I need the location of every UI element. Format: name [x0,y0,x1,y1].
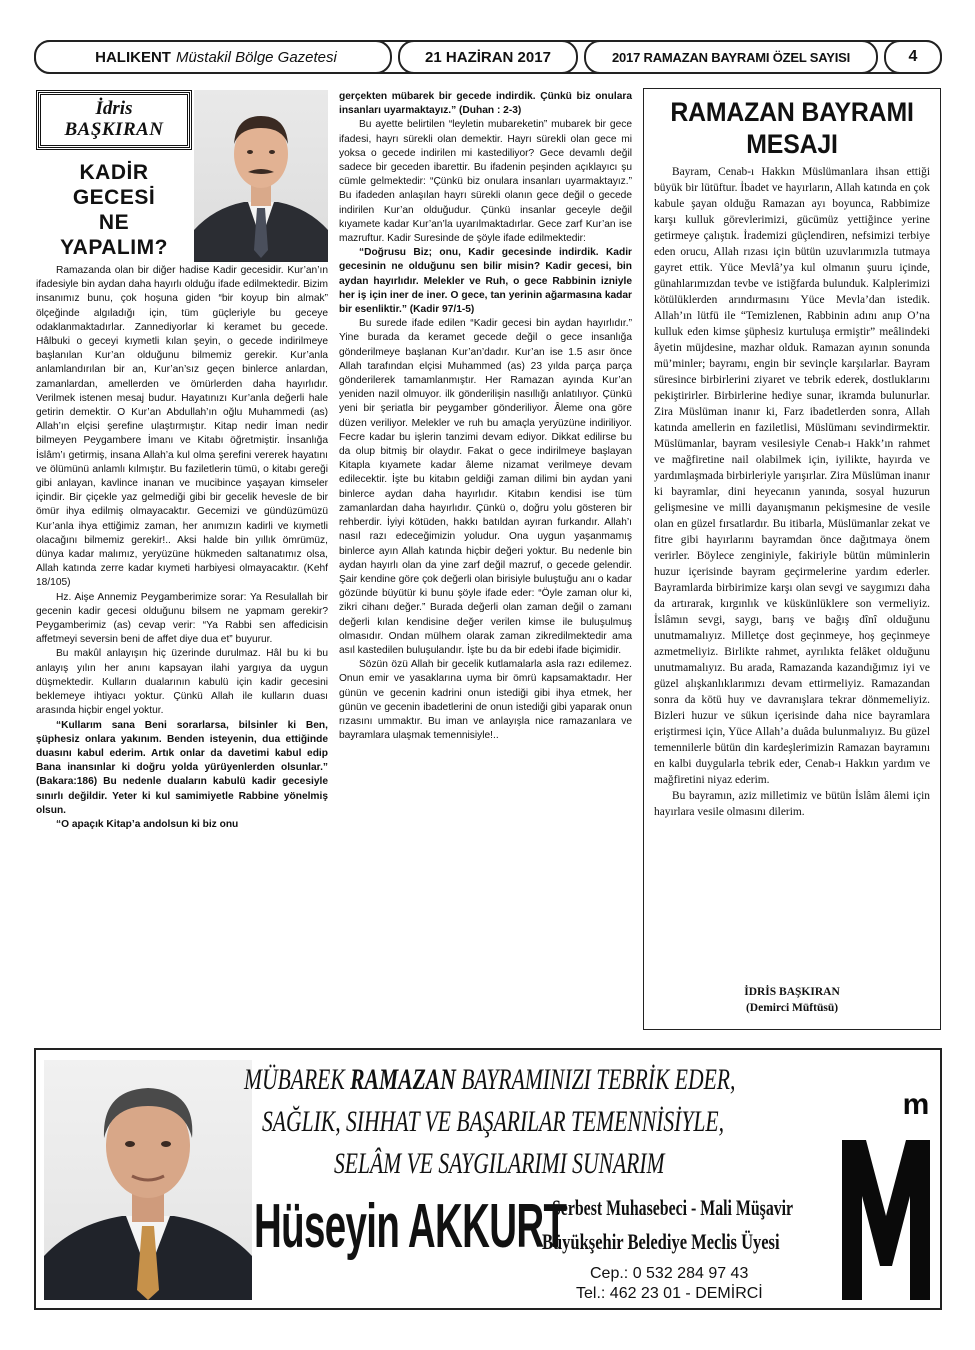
bayram-title-line-1: RAMAZAN BAYRAMI [670,97,914,127]
paper-name [34,40,392,74]
bayram-message-body [654,164,930,820]
bayram-signature [643,984,941,1016]
mm-logo [836,1086,936,1300]
bayram-title-line-2: MESAJI [746,129,838,159]
author-photo-image [194,90,328,262]
paper-title: HALIKENT [95,48,171,66]
issue-title: 2017 RAMAZAN BAYRAMI ÖZEL SAYISI [584,40,878,74]
ad-line-1-part: MÜBAREK [244,1063,351,1096]
paper-subtitle: Müstakil Bölge Gazetesi [175,48,337,66]
paragraph: Bayram, Cenab-ı Hakkın Müslümanlara ihsan ettiği büyük bir lütüftur. İbadet ve hayırların, Allah katında en çok kabule şayan olduğu Ramazan ayı boyunca, Rabbimize karşı kulluk görevlerimizi, gücümüz yettiğince yerine getirmeye çalıştık. İrademizi güçlendiren, nefsimizi terbiye eden orucu, Allah rızası için bütün uzuvlarımızla tutmaya gayret ettik. Yüce Mevlâ’ya kul olmanın şuuru içinde, günahlarımızdan tevbe ve istiğfarda bulunduk. Kalplerimizi kötülüklerden arındırmasını Yüce Mevla’dan istedik. Allah’ın lütfü ile “Temizlenen, Rabbinin adını anıp O’na kulluk eden kimse şüphesiz kurtuluşa ermiştir” meâlindeki âyetin müjdesine, mazhar olduk. Ramazan ayının sonunda mü’minler; bayramı, engin bir sevinçle karşılarlar. Bayram süresince birbirlerini ziyaret ve tebrik ederek, dostluklarını pekiştirirler. Birbirlerine hediye sunar, ikramda bulunurlar. Zira Müslüman inanır ki, Farz ibadetlerden sonra, Allah katında amellerin en faziletlisi, Müslümanı sevindirmektir. Müslümanlar, bayram vesilesiyle Cenab-ı Hakk’ın rahmet ve mağfiretine nail olabilmek için, iyilikte, hayırda ve yardımlaşmada birbirleriyle yarışırlar. Zira Müslüman inanır ki bayramlar, dini heyecanın yanında, sosyal huzurun gelişmesine ve milli dayanışmanın pekişmesine de vesile olan en güzel fırsatlardır. Bu itibarla, Müslümanlar zekat ve fitre gibi hayırlarını bayramdan önce dağıtmaya önem verirler. Böylece zenginiyle, fakiriyle bütün müminlerin huzur içerisinde bayram geçirmelerine yardım ederler. Bayramlarda birbirimize karşı olan sevgi ve saygımızı daha da artırarak, kırgınlık ve küskünlüklere son vermeliyiz. İslâmın sevgi, saygı, barış ve bağış dînî olduğunu unutmamalıyız. Milletçe dost geçinmeye, hoş geçinmeye azmetmeliyiz. Birlikte rahmet, ayrılıkta felâket olduğunu unutmamalıyız. Bu arada, Ramazanda kazandığımız iyi ve güzel alışkanlıklarımızı devam ettirmeliyiz. Ramazandan sonra da kötü huy ve davranışlara tekrar dönmemeliyiz. Bizleri huzur ve sükun içerisinde daha nice bayramlara eriştirmesi için, Yüce Allah’a duâda bulunmalıyız. Bu güzel temennilerle bütün din kardeşlerimizin Ramazan bayramını en kalbi duygularla tebrik eder, Cenab-ı Hakkın yardım ve mağfiretini niyaz ederim. [654,166,930,786]
article-title-line: NE [98,211,130,234]
advertiser-name: Hüseyin AKKURT [254,1192,567,1261]
author-last-name: BAŞKIRAN [64,119,164,140]
paragraph: Bu makûl anlayışın hiç üzerinde durulmaz. Hâl bu ki bu anlayış yılın her anını kapsayan ilahi yargıya da uygun düşmektedir. Kulların dualarının kabulü için kadir gecesini beklemeye ihtiyacı yoktur. Çünkü Allah ile kulların duası arasında hiçbir engel yoktur. [36,648,328,717]
paragraph: Ramazanda olan bir diğer hadise Kadir gecesidir. Kur’an’ın ifadesiyle bin aydan daha hayırlı olduğu ifade edilmektedir. Bizim insanımız bunu, çok hoşuna giden “bir koyup bin almak” ölçeğinde algıladığı için, tüm güçleriyle bu geceye odaklanmaktadırlar. Zannediyorlar ki keramet bu gecede. Hâlbuki o geceyi kıymetli kılan şeyin, o gecede indirilmeye başlanılan Kur’an olduğunu bilmemiz gerekir. Kur’anla anlamlandırılan bir an, Kur’an’sız geçen binlerce anlardan, zamanlardan, amellerden ve ömürlerden daha hayırlıdır. Verilmek istenen mesaj budur. Hayatınızı Kur’anla değerli hale getirin demektir. O Kur’an Abdullah’ın oğlu Muhammedi (as) Allah’ın elçisi şerefine ulaştırmıştır. Kitap nedir İman nedir bilmeyen Peygambere İmanı ve Kitabı öğretmiştir. İnsanlığa İslâm’ı getirmiş, insana Allah’a kul olma şerefini vererek hayatını ve ölümünü anlamlı kılmıştır. Bu faziletlerin tümü, o kitabı gereği gibi anlayan, kavlince inanan ve mucibince yaşayan kimseler içindir. Bir çiçekle yaz gelmediği gibi bir gecelik hevesle de bir ömür ihya edilmiş olmayacaktır. Gecemizi ve gündüzümüzü Kur’anla ihya ettiğimiz zaman, her anımızın kadirli ve kıymetli olacağını bilmemiz gerekir!.. Aksi halde bin yıllık ömrümüz, dünya kadar malımız, yeryüzüne hükmeden saltanatımız olsa, Allah katında zerre kadar kıymeti harbiyesi olmayacaktır. (Kehf 18/105) [36,265,328,589]
article-title-line: YAPALIM? [60,236,168,259]
paragraph: Bu surede ifade edilen “Kadir gecesi bin aydan hayırlıdır.” Yine burada da keramet gecede değil o gece insanlığa gönderilmeye başlanan Kur’an’dadır. Kur’an ise 1.5 asır önce Allah tarafından elçisi Muhammed (as) 23 yılda parça parça gönderilerek tamamlanmıştır. Her Ramazan ayında Kur’an yeniden nazil olmuyor. ilk gönderilişin nasıllığı anlatılıyor. Çünkü yeni bir şeriatla bir peygamber gönderiliyor. Âleme ona göre düzen veriliyor. Melekler ve ruh bu amaçla yeryüzüne indiriliyor. Fecre kadar bu işlerin tanzimi devam ediyor. Dikkat edilirse bu da olup bitmiş bir olaydır. Fakat o gece indirilmeye başlayan Kitapla kıyamete kadar âleme nizamat verilmeye devam edilecektir. İşte bu kitabın geldiği zaman dilimi bin aydan yani binlerce aydan daha hayırlıdır. Kitabın kendisi ise tüm zamanlardan daha hayırlıdır. Çünkü o, doğru yolu gösteren bir rehberdir. İyiyi kötüden, hakkı batıldan ayıran furkandır. Allah’ı nasıl razı edeceğimizin yoludur. Ona uygun yaşanmamış binlerce ayın Allah katında hiçbir değeri yoktur. Bu nedenle bin aydan hayırlı olan da yine zarf değil mazruf, o gecede gelendir. Şair kendine göre çok değerli olan birisiyle buluştuğu anı o kadar gözünde büyütür ki bunu şöyle ifade eder: “Öyle zaman olur ki, zikri cihanı değer.” Burada değerli olan zaman değil o zamanı değerli kılan kendisine değer verilen kimse ile buluşulmuş olmasıdır. Ondan mülhem olarak zaman zikredilmektedir ama asıl kastedilen buluşulandır. İşte bu da bir edebi ifade biçimidir. [339,318,632,656]
signature-name: İDRİS BAŞKIRAN [744,986,840,998]
ad-line-2: SAĞLIK, SIHHAT VE BAŞARILAR TEMENNİSİYLE, [262,1105,724,1138]
advertiser-photo-image [44,1060,252,1300]
paragraph: gerçekten mübarek bir gecede indirdik. Çünkü biz onulara insanları uyarmaktayız.” (Duhan : 2-3) [339,91,632,117]
paragraph: Bu ayette belirtilen “leyletin mubareketin” mubarek bir gece ifadesi, hayrı sürekli olan demektir. Hayrı sürekli olan gece mi yoksa o gecede indirilen mi kastediliyor? Gece devamlı değil sadece bir geceden ibarettir. Bu ifadenin peşinden açıklayıcı şu cümle gelmektedir: “Çünkü biz onulara insanları uyarmaktayız.” Bu ifadeden anlaşılan hayrı sürekli olanın gece değil o gecede indirilen Kur’an olduğudur. Çünkü insanlar geceyle değil kıyamete kadar Kur’an’la uyarılmaktadırlar. Gece zarf Kur’an ise mazruftur. Kadir Suresinde de şöyle ifade edilmektedir: [339,119,632,245]
logo-m-small: m [902,1088,930,1121]
article1-column-2 [339,90,632,743]
paragraph: “Kullarım sana Beni sorarlarsa, bilsinler ki Ben, şüphesiz onlara yakınım. Benden isteyenin, dua ettiğinde duasını kabul ederim. Artık onlar da davetimi kabul edip Bana inansınlar ki doğru yolda yürüyenlerden olsunlar.” (Bakara:186) Bu nedenle duaların kabulü kadir gecesiyle sınırlı değildir. Yeter ki kul samimiyetle Rabbine yönelmiş olsun. [36,719,328,816]
ad-line-3: SELÂM VE SAYGILARIMI SUNARIM [334,1147,665,1180]
advertiser-mobile: Cep.: 0 532 284 97 43 [590,1265,749,1282]
paragraph: “Doğrusu Biz; onu, Kadir gecesinde indirdik. Kadir gecesinin ne olduğunu sen bilir misin? Kadir gecesi, bin aydan hayırlıdır. Melekler ve Ruh, o gece Rabbinin izniyle her iş için iner de iner. O gece, tan yerinin ağarmasına kadar bir esenliktir.” (Kadir 97/1-5) [339,247,632,316]
advertiser-photo [44,1060,252,1300]
article-title-line: KADİR [79,161,149,184]
page-number: 4 [884,40,942,74]
advertiser-council-role: Büyükşehir Belediye Meclis Üyesi [542,1229,780,1254]
paragraph: Bu bayramın, aziz milletimiz ve bütün İslâm âlemi için hayırlara vesile olmasını dilerim. [654,790,930,818]
paragraph: Sözün özü Allah bir gecelik kutlamalarla asla razı edilemez. Onun emir ve yasaklarına uyma bir ömrü kapsamaktadır. Her günün ve gecenin kadrini onun istediği gibi ihya etmek, her günün ve gecenin ibadetlerini de onun istediği gibi yaparak onun rızasını ummaktır. Bu iman ve anlayışla nice ramazanlara ve bayramlara ulaşmak temennisiyle!.. [339,659,632,742]
ad-line-1-bold: RAMAZAN [350,1063,456,1096]
author-name-box [36,90,192,150]
paragraph: “O apaçık Kitap’a andolsun ki biz onu [56,818,239,830]
advertiser-phone: Tel.: 462 23 01 - DEMİRCİ [576,1285,763,1302]
ad-line-1 [244,1062,735,1098]
author-first-name: İdris [95,98,133,119]
paragraph: Hz. Aişe Annemiz Peygamberimize sorar: Ya Resulallah bir gecenin kadir gecesi olduğunu bilsem ne yapmam gerekir? Peygamberimiz (as) cevap verir: “Ya Rabbi sen affedicisin affetmeyi seversin beni de affet diye dua et” buyurur. [36,591,328,646]
article-title [38,160,190,260]
advertiser-profession: Serbest Muhasebeci - Mali Müşavir [552,1195,794,1220]
issue-date: 21 HAZİRAN 2017 [398,40,578,74]
signature-title: (Demirci Müftüsü) [745,1002,839,1014]
article1-column-1 [36,264,328,832]
ad-line-1-part: BAYRAMINIZI TEBRİK EDER, [455,1063,736,1096]
author-photo [194,90,328,262]
bayram-message-title [655,96,929,160]
article-title-line: GECESİ [72,186,156,209]
